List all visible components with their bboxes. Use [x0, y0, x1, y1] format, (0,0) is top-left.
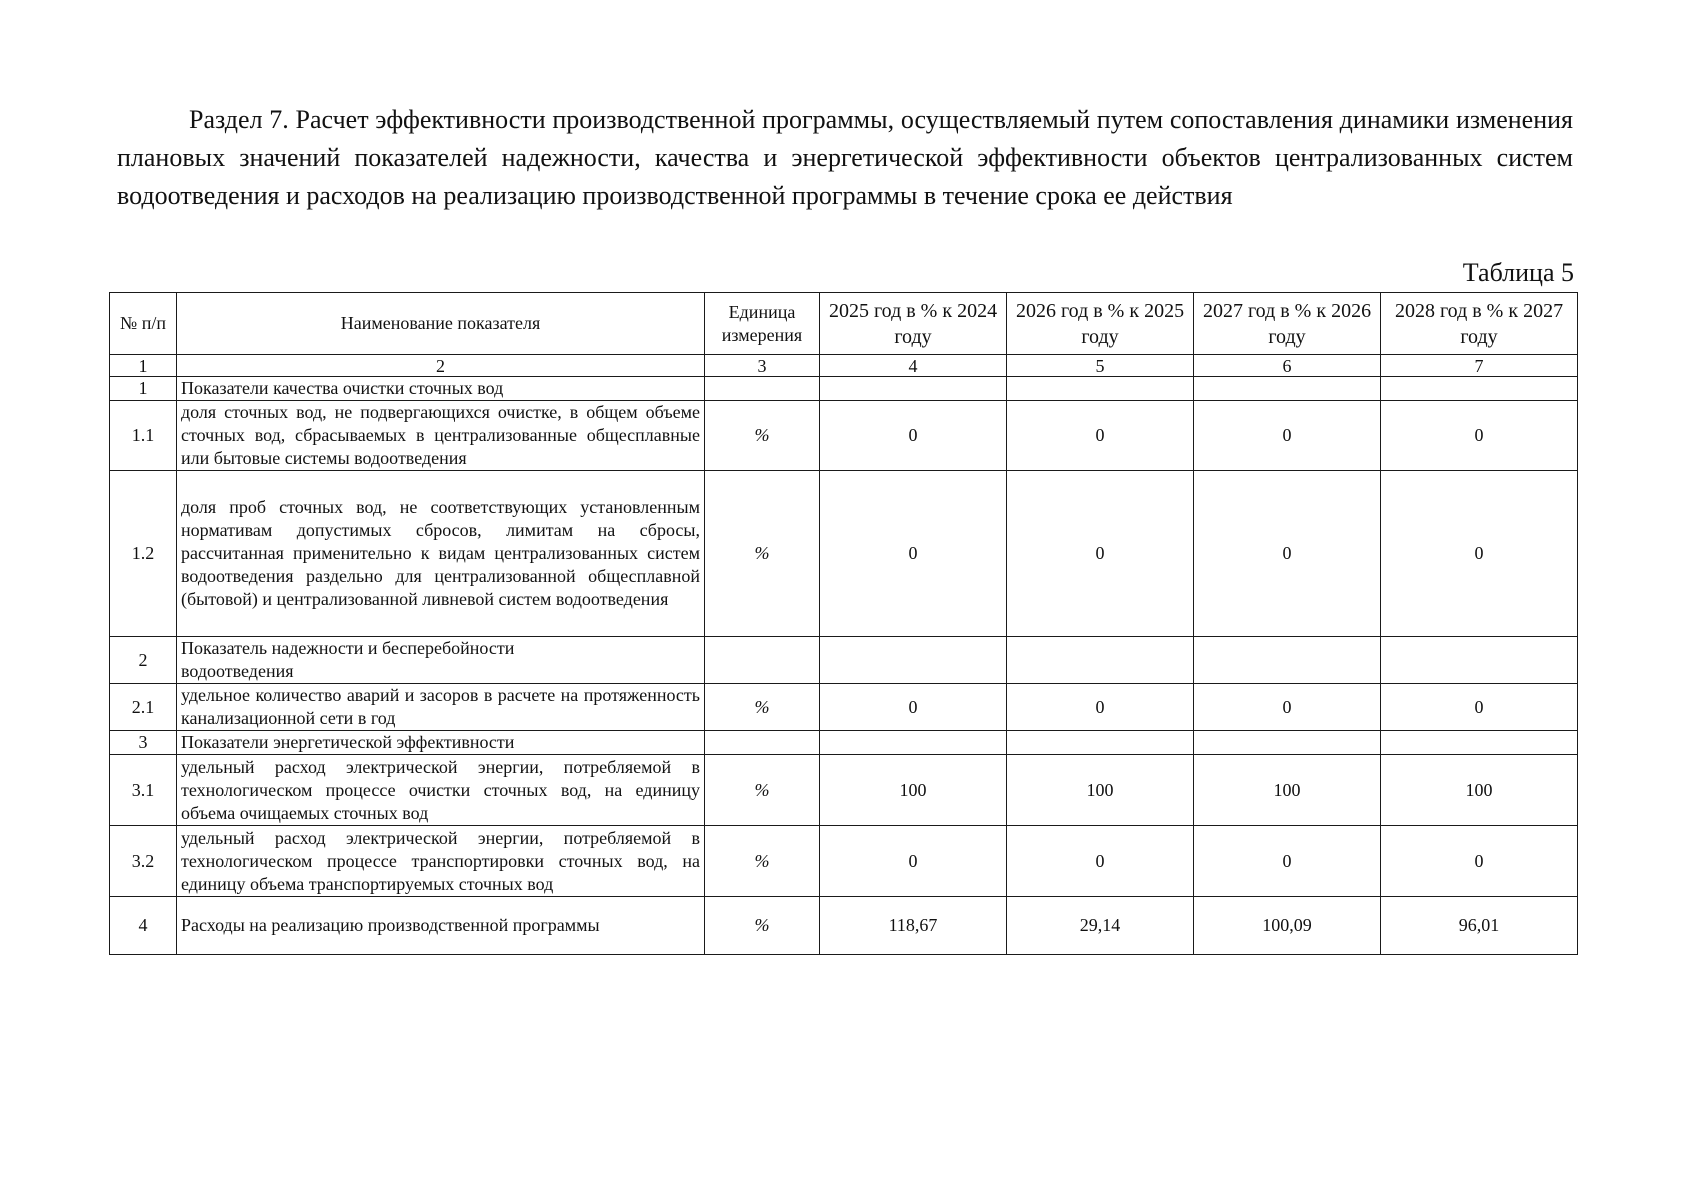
table-row	[110, 471, 1578, 637]
value-cell-2026: 0	[1007, 684, 1194, 731]
value-cell-2026: 100	[1007, 755, 1194, 826]
row-number-cell: 3	[110, 731, 177, 755]
row-number-cell: 3.2	[110, 826, 177, 897]
header-cell-indicator-name: Наименование показателя	[177, 293, 705, 355]
header-cell-2026: 2026 год в % к 2025 году	[1007, 293, 1194, 355]
value-cell-2027	[1194, 377, 1381, 401]
value-cell-2026	[1007, 731, 1194, 755]
indicator-name-cell: Расходы на реализацию производственной программы	[177, 897, 705, 955]
value-cell-2025: 118,67	[820, 897, 1007, 955]
value-cell-2027: 0	[1194, 401, 1381, 471]
value-cell-2028: 100	[1381, 755, 1578, 826]
table-row-section	[110, 637, 1578, 684]
unit-cell	[705, 377, 820, 401]
value-cell-2026: 0	[1007, 401, 1194, 471]
value-cell-2025: 0	[820, 401, 1007, 471]
header-cell-2027: 2027 год в % к 2026 году	[1194, 293, 1381, 355]
indicator-name-cell: удельный расход электрической энергии, потребляемой в технологическом процессе транспортировки сточных вод, на единицу объема транспортируемых сточных вод	[177, 826, 705, 897]
unit-cell: %	[705, 897, 820, 955]
value-cell-2028: 0	[1381, 471, 1578, 637]
row-number-cell: 2.1	[110, 684, 177, 731]
indicator-name-cell: удельное количество аварий и засоров в расчете на протяженность канализационной сети в год	[177, 684, 705, 731]
column-number-row	[110, 355, 1578, 377]
column-number: 6	[1194, 355, 1381, 377]
value-cell-2028: 0	[1381, 401, 1578, 471]
value-cell-2026: 0	[1007, 471, 1194, 637]
value-cell-2025: 0	[820, 826, 1007, 897]
header-cell-2028: 2028 год в % к 2027 году	[1381, 293, 1578, 355]
unit-cell: %	[705, 684, 820, 731]
value-cell-2028	[1381, 637, 1578, 684]
value-cell-2027: 0	[1194, 826, 1381, 897]
value-cell-2025: 0	[820, 471, 1007, 637]
column-number: 3	[705, 355, 820, 377]
value-cell-2026	[1007, 637, 1194, 684]
efficiency-table	[109, 292, 1578, 955]
header-cell-unit: Единица измерения	[705, 293, 820, 355]
value-cell-2028: 96,01	[1381, 897, 1578, 955]
value-cell-2025: 0	[820, 684, 1007, 731]
unit-cell: %	[705, 755, 820, 826]
value-cell-2026	[1007, 377, 1194, 401]
row-number-cell: 3.1	[110, 755, 177, 826]
value-cell-2027: 0	[1194, 471, 1381, 637]
unit-cell	[705, 637, 820, 684]
header-cell-number: № п/п	[110, 293, 177, 355]
column-number: 2	[177, 355, 705, 377]
unit-cell: %	[705, 471, 820, 637]
section-heading: Раздел 7. Расчет эффективности производственной программы, осуществляемый путем сопоставления динамики изменения плановых значений показателей надежности, качества и энергетической эффективности объектов централизованных систем водоотведения и расходов на реализацию производственной программы в течение срока ее действия	[117, 105, 1573, 210]
column-number: 4	[820, 355, 1007, 377]
row-number-cell: 1.2	[110, 471, 177, 637]
table-caption: Таблица 5	[1462, 258, 1574, 287]
indicator-name-cell: доля сточных вод, не подвергающихся очистке, в общем объеме сточных вод, сбрасываемых в централизованные общесплавные или бытовые системы водоотведения	[177, 401, 705, 471]
value-cell-2028	[1381, 731, 1578, 755]
row-number-cell: 4	[110, 897, 177, 955]
indicator-name-cell: Показатели энергетической эффективности	[177, 731, 705, 755]
value-cell-2027	[1194, 731, 1381, 755]
table-row	[110, 401, 1578, 471]
column-number: 7	[1381, 355, 1578, 377]
value-cell-2027: 100	[1194, 755, 1381, 826]
value-cell-2026: 0	[1007, 826, 1194, 897]
value-cell-2025	[820, 637, 1007, 684]
indicator-name-cell: удельный расход электрической энергии, потребляемой в технологическом процессе очистки сточных вод, на единицу объема очищаемых сточных вод	[177, 755, 705, 826]
value-cell-2028: 0	[1381, 826, 1578, 897]
unit-cell: %	[705, 826, 820, 897]
table-header-row	[110, 293, 1578, 355]
unit-cell	[705, 731, 820, 755]
table-row-section	[110, 377, 1578, 401]
table-row-section	[110, 731, 1578, 755]
value-cell-2028: 0	[1381, 684, 1578, 731]
row-number-cell: 2	[110, 637, 177, 684]
value-cell-2027: 0	[1194, 684, 1381, 731]
value-cell-2025	[820, 377, 1007, 401]
value-cell-2028	[1381, 377, 1578, 401]
table-row	[110, 755, 1578, 826]
value-cell-2025: 100	[820, 755, 1007, 826]
column-number: 5	[1007, 355, 1194, 377]
row-number-cell: 1	[110, 377, 177, 401]
unit-cell: %	[705, 401, 820, 471]
header-cell-2025: 2025 год в % к 2024 году	[820, 293, 1007, 355]
table-row	[110, 826, 1578, 897]
row-number-cell: 1.1	[110, 401, 177, 471]
indicator-name-cell: доля проб сточных вод, не соответствующих установленным нормативам допустимых сбросов, лимитам на сбросы, рассчитанная применительно к видам централизованных систем водоотведения раздельно для централизованной общесплавной (бытовой) и централизованной ливневой систем водоотведения	[177, 471, 705, 637]
value-cell-2026: 29,14	[1007, 897, 1194, 955]
column-number: 1	[110, 355, 177, 377]
indicator-name-cell: Показатель надежности и бесперебойности водоотведения	[177, 637, 705, 684]
table-row	[110, 897, 1578, 955]
value-cell-2027	[1194, 637, 1381, 684]
table-row	[110, 684, 1578, 731]
value-cell-2025	[820, 731, 1007, 755]
indicator-name-cell: Показатели качества очистки сточных вод	[177, 377, 705, 401]
value-cell-2027: 100,09	[1194, 897, 1381, 955]
